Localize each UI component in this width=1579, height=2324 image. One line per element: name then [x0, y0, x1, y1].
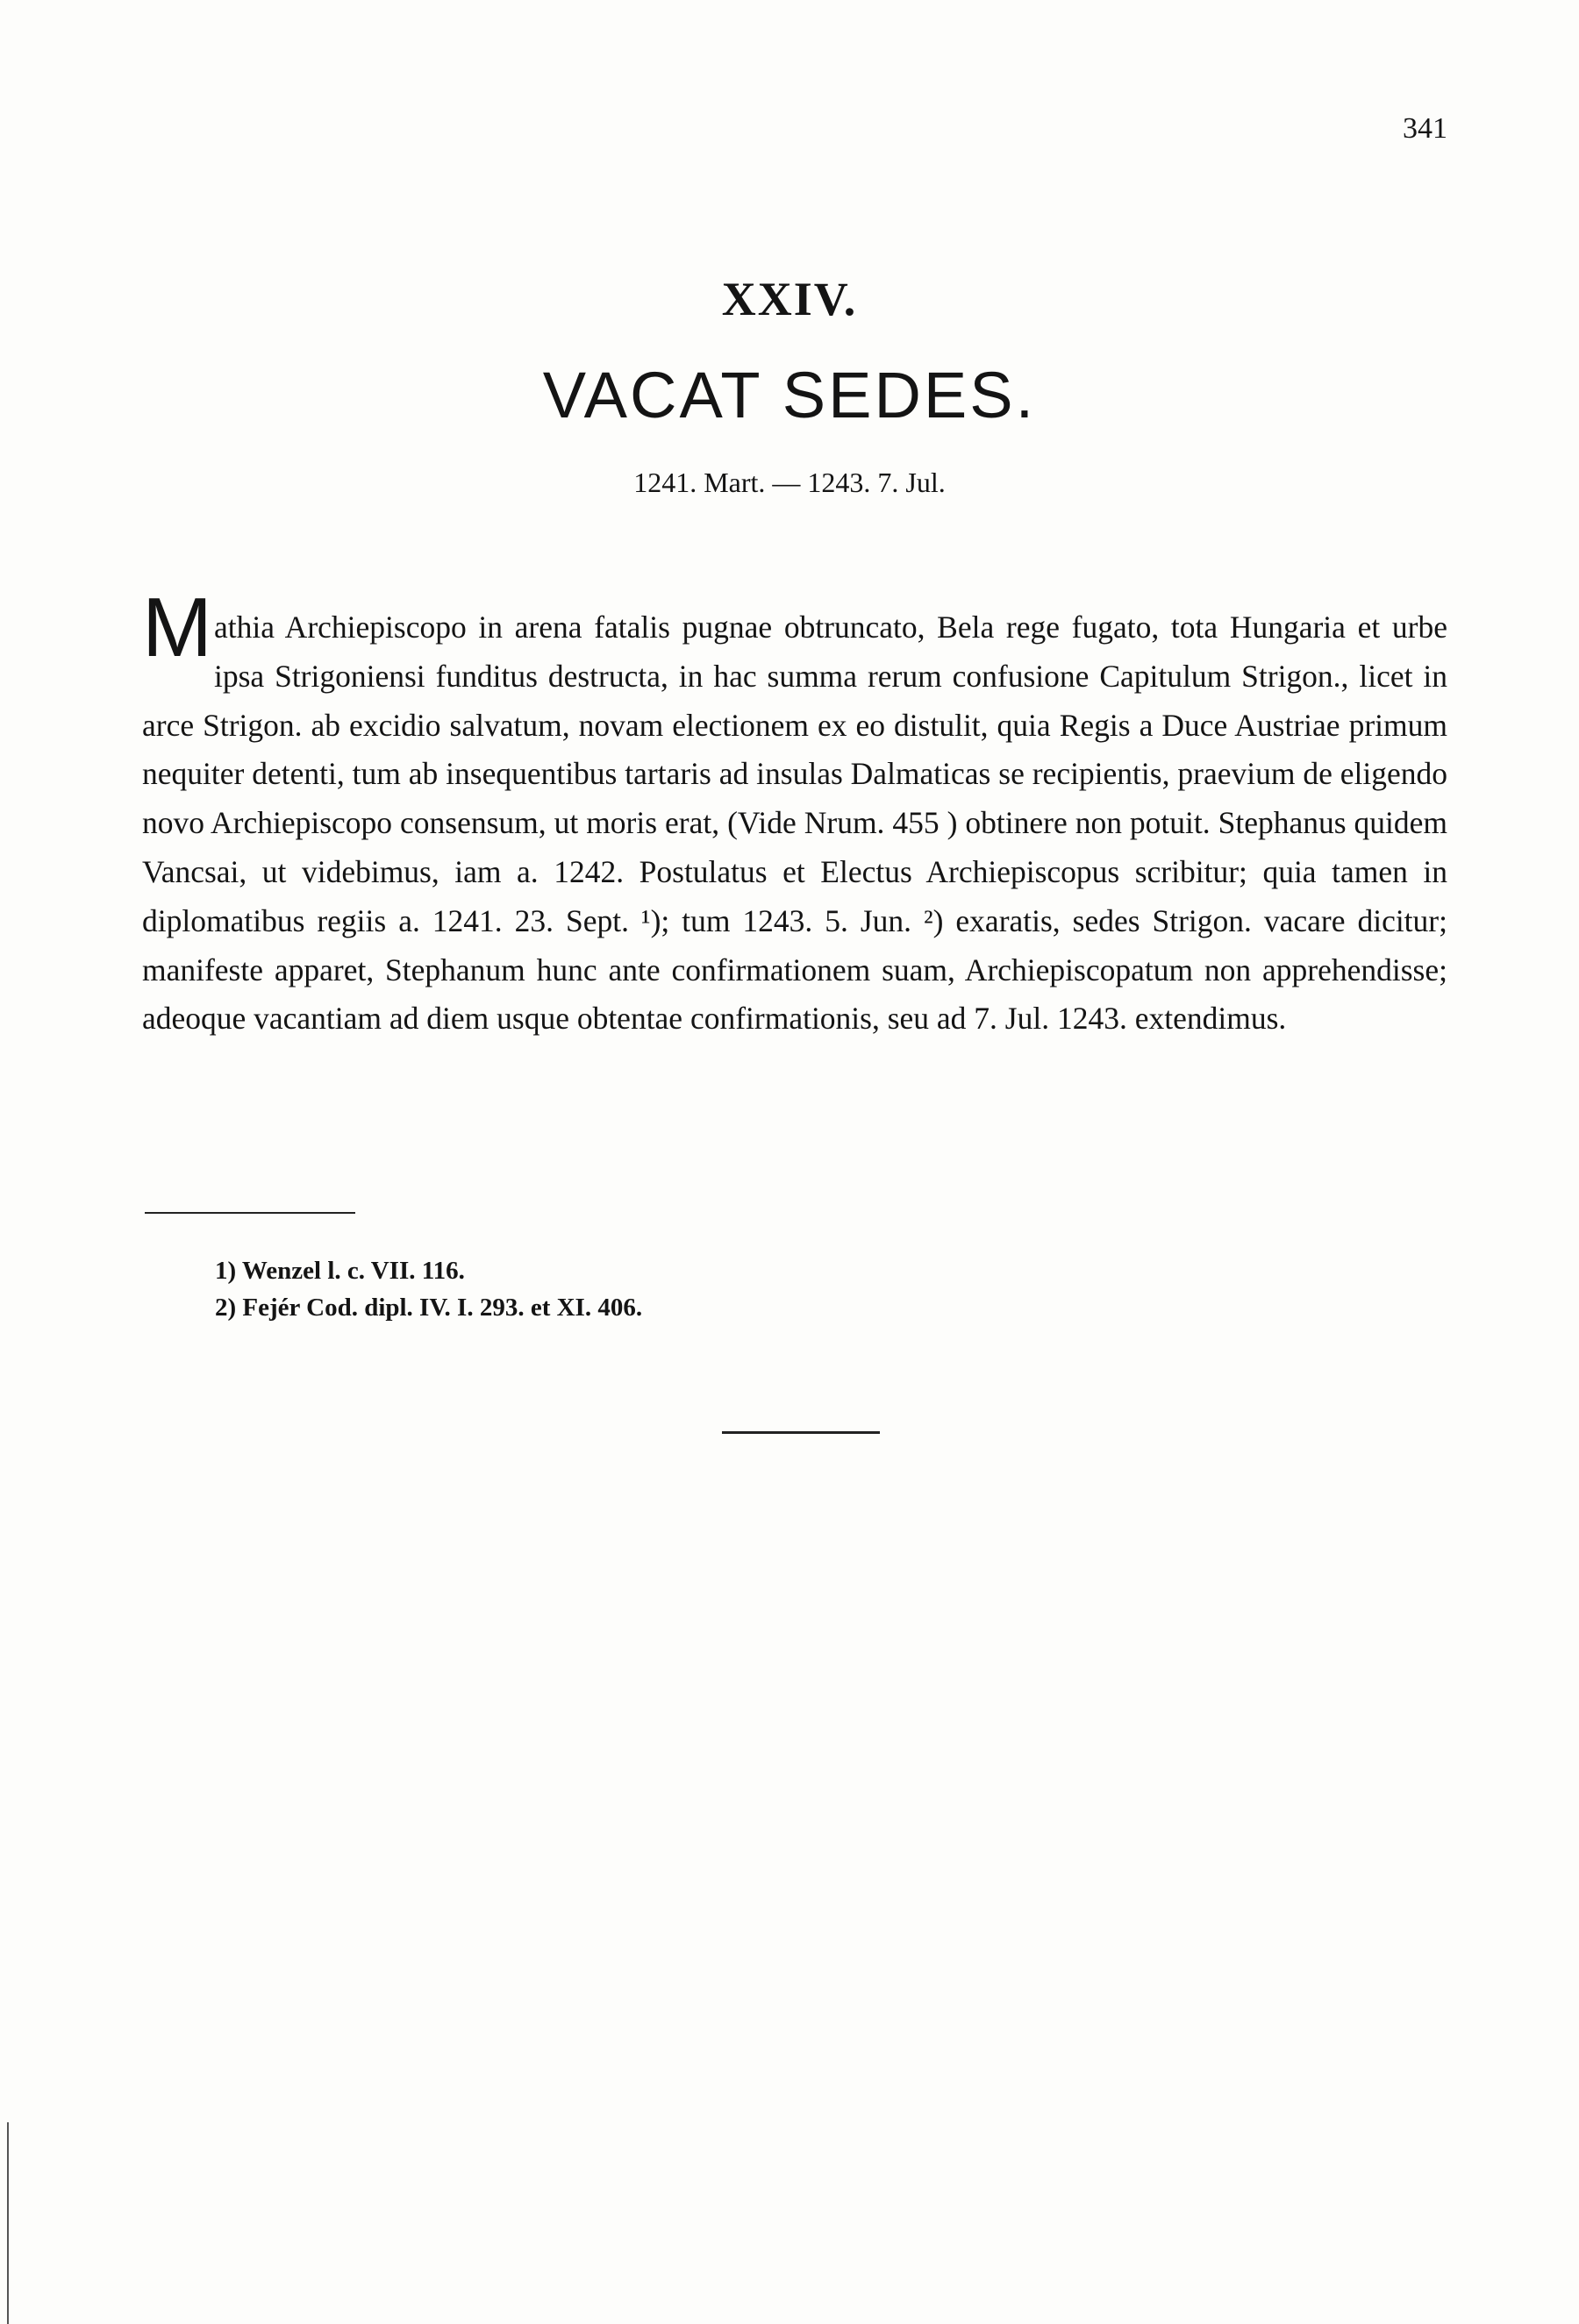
- drop-cap: M: [142, 581, 212, 674]
- chapter-title: VACAT SEDES.: [542, 359, 1037, 431]
- footnote-1: 1) Wenzel l. c. VII. 116.: [215, 1257, 465, 1285]
- footnote-separator: [145, 1212, 355, 1214]
- page-number: 341: [1403, 112, 1447, 145]
- footnotes: [215, 1252, 642, 1326]
- chapter-number: XXIV.: [721, 273, 858, 325]
- body-text: athia Archiepiscopo in arena fatalis pugnae obtruncato, Bela rege fugato, tota Hungaria et urbe ipsa Strigoniensi funditus destructa, in hac summa rerum confusione Capitulum Strigon., licet in arce Strigon. ab excidio salvatum, novam electionem ex eo distulit, quia Regis a Duce Austriae primum nequiter detenti, tum ab insequentibus tartaris ad insulas Dalmaticas se recipientis, praevium de eligendo novo Archiepiscopo consensum, ut moris erat, (Vide Nrum. 455 ) obtinere non potuit. Stephanus quidem Vancsai, ut videbimus, iam a. 1242. Postulatus et Electus Archiepiscopus scribitur; quia tamen in diplomatibus regiis a. 1241. 23. Sept. ¹); tum 1243. 5. Jun. ²) exaratis, sedes Strigon. vacare dicitur; manifeste apparet, Stephanum hunc ante confirmationem suam, Archiepiscopatum non apprehendisse; adeoque vacantiam ad diem usque obtentae confirmationis, seu ad 7. Jul. 1243. extendimus.: [142, 610, 1447, 1037]
- end-rule: [722, 1431, 880, 1434]
- date-range: 1241. Mart. — 1243. 7. Jul.: [633, 467, 946, 498]
- scan-edge-line: [7, 2122, 9, 2324]
- body-paragraph: [142, 581, 1447, 1044]
- footnote-2: 2) Fejér Cod. dipl. IV. I. 293. et XI. 406.: [215, 1294, 643, 1322]
